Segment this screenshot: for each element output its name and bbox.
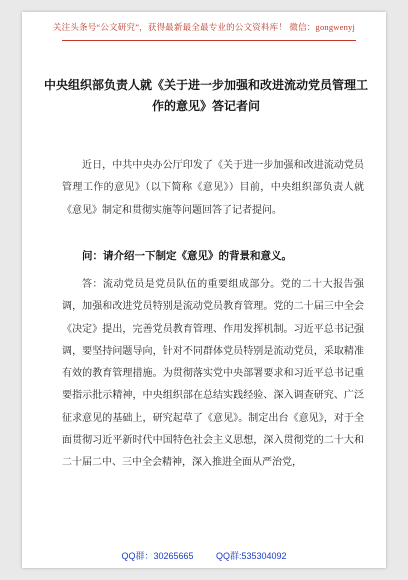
footer-qq-group-1: QQ群：30265665 xyxy=(121,551,194,561)
question-heading: 问：请介绍一下制定《意见》的背景和意义。 xyxy=(82,250,292,262)
document-title: 中央组织部负责人就《关于进一步加强和改进流动党员管理工作的意见》答记者问 xyxy=(44,78,369,113)
footer-qq-group-2: QQ群:535304092 xyxy=(216,551,287,561)
intro-paragraph: 近日，中共中央办公厅印发了《关于进一步加强和改进流动党员管理工作的意见》（以下简称《意见》）目前，中央组织部负责人就《意见》制定和贯彻实施等问题回答了记者提问。 xyxy=(62,160,364,216)
answer-paragraph: 答：流动党员是党员队伍的重要组成部分。党的二十大报告强调，加强和改进党员特别是流动党员教育管理。党的二十届三中全会《决定》提出，完善党员教育管理、作用发挥机制。习近平总书记强调，要坚持问题导向，针对不同群体党员特别是流动党员，采取精准有效的教育管理措施。为贯彻落实党中央部署要求和习近平总书记重要指示批示精神，中央组织部在总结实践经验、深入调查研究、广泛征求意见的基础上，研究起草了《意见》。制定出台《意见》，对于全面贯彻习近平新时代中国特色社会主义思想，深入贯彻党的二十大和二十届二中、三中全会精神，深入推进全面从严治党， xyxy=(62,279,364,469)
header-divider xyxy=(62,40,356,41)
footer xyxy=(22,549,386,562)
header-note: 关注头条号“公文研究”，获得最新最全最专业的公文资料库！ 微信：gongwenyj xyxy=(52,22,356,32)
document-page xyxy=(22,12,386,568)
